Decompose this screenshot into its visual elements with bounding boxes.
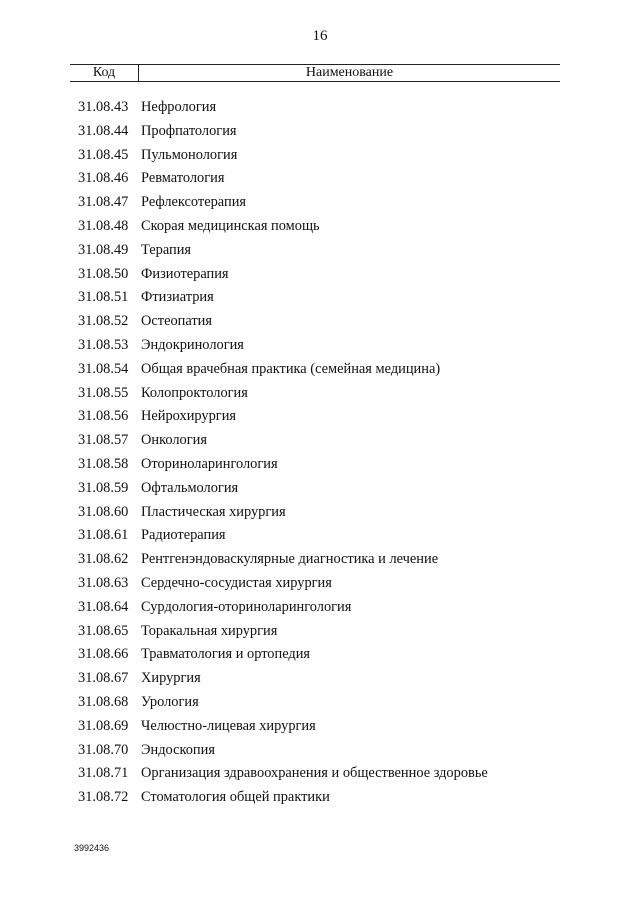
- row-name: Эндоскопия: [141, 741, 215, 758]
- table-row: [78, 191, 558, 215]
- table-row: [78, 120, 558, 144]
- row-name: Организация здравоохранения и общественное здоровье: [141, 765, 488, 782]
- table-row: [78, 310, 558, 334]
- row-code: 31.08.54: [78, 360, 129, 377]
- table-row: [78, 667, 558, 691]
- table-row: [78, 548, 558, 572]
- row-code: 31.08.63: [78, 574, 129, 591]
- row-code: 31.08.65: [78, 622, 129, 639]
- row-name: Пластическая хирургия: [141, 503, 286, 520]
- row-name: Колопроктология: [141, 384, 248, 401]
- row-name: Рефлексотерапия: [141, 194, 247, 211]
- table-row: [78, 643, 558, 667]
- table-row: [78, 477, 558, 501]
- row-code: 31.08.50: [78, 265, 129, 282]
- row-name: Нефрология: [141, 99, 217, 115]
- row-code: 31.08.66: [78, 646, 129, 663]
- document-id: 3992436: [74, 843, 110, 853]
- row-code: 31.08.60: [78, 503, 129, 520]
- row-code: 31.08.56: [78, 408, 129, 425]
- table-row: [78, 524, 558, 548]
- table-row: [78, 334, 558, 358]
- row-code: 31.08.52: [78, 313, 129, 330]
- table-row: [78, 263, 558, 287]
- row-name: Общая врачебная практика (семейная медицина): [141, 360, 441, 377]
- row-code: 31.08.48: [78, 217, 129, 234]
- row-name: Терапия: [141, 241, 192, 258]
- table-row: [78, 786, 558, 810]
- table-row: [78, 96, 558, 120]
- row-code: 31.08.64: [78, 598, 129, 615]
- row-name: Физиотерапия: [141, 265, 229, 282]
- row-name: Эндокринология: [141, 336, 244, 353]
- row-name: Радиотерапия: [141, 527, 226, 544]
- column-header-code: Код: [70, 65, 139, 81]
- table-row: [78, 691, 558, 715]
- row-name: Хирургия: [141, 670, 201, 687]
- row-code: 31.08.72: [78, 789, 129, 806]
- table-row: [78, 572, 558, 596]
- row-code: 31.08.69: [78, 717, 129, 734]
- row-code: 31.08.53: [78, 336, 129, 353]
- row-code: 31.08.47: [78, 194, 129, 211]
- table-row: [78, 215, 558, 239]
- row-name: Офтальмология: [141, 479, 239, 496]
- table-row: [78, 715, 558, 739]
- row-name: Скорая медицинская помощь: [141, 217, 320, 234]
- row-code: 31.08.44: [78, 122, 129, 139]
- row-code: 31.08.49: [78, 241, 129, 258]
- row-code: 31.08.62: [78, 551, 129, 568]
- table-row: [78, 167, 558, 191]
- row-code: 31.08.71: [78, 765, 129, 782]
- row-code: 31.08.51: [78, 289, 129, 306]
- row-name: Рентгенэндоваскулярные диагностика и лечение: [141, 551, 439, 568]
- row-code: 31.08.59: [78, 479, 129, 496]
- row-name: Сурдология-оториноларингология: [141, 598, 352, 615]
- specialty-list: [78, 96, 558, 810]
- table-row: [78, 382, 558, 406]
- table-row: [78, 762, 558, 786]
- row-code: 31.08.68: [78, 693, 129, 710]
- page-number: 16: [312, 28, 328, 44]
- row-code: 31.08.45: [78, 146, 129, 163]
- row-name: Онкология: [141, 432, 207, 449]
- row-code: 31.08.61: [78, 527, 129, 544]
- row-code: 31.08.58: [78, 455, 129, 472]
- table-row: [78, 286, 558, 310]
- row-name: Травматология и ортопедия: [141, 646, 311, 663]
- row-name: Оториноларингология: [141, 455, 278, 472]
- row-name: Пульмонология: [141, 146, 238, 163]
- table-row: [78, 144, 558, 168]
- table-row: [78, 358, 558, 382]
- row-code: 31.08.57: [78, 432, 129, 449]
- row-code: 31.08.67: [78, 670, 129, 687]
- row-name: Торакальная хирургия: [141, 622, 278, 639]
- row-code: 31.08.43: [78, 99, 129, 115]
- table-row: [78, 596, 558, 620]
- table-row: [78, 405, 558, 429]
- table-header: [70, 64, 560, 82]
- table-row: [78, 453, 558, 477]
- row-name: Остеопатия: [141, 313, 212, 330]
- row-name: Урология: [141, 693, 199, 710]
- table-row: [78, 620, 558, 644]
- row-name: Фтизиатрия: [141, 289, 214, 306]
- row-name: Стоматология общей практики: [141, 789, 330, 806]
- row-name: Челюстно-лицевая хирургия: [141, 717, 316, 734]
- row-name: Сердечно-сосудистая хирургия: [141, 574, 332, 591]
- table-row: [78, 239, 558, 263]
- row-name: Ревматология: [141, 170, 225, 187]
- table-row: [78, 501, 558, 525]
- row-name: Нейрохирургия: [141, 408, 237, 425]
- row-code: 31.08.55: [78, 384, 129, 401]
- column-header-name: Наименование: [305, 65, 394, 80]
- row-code: 31.08.70: [78, 741, 129, 758]
- row-name: Профпатология: [141, 122, 237, 139]
- table-row: [78, 739, 558, 763]
- table-row: [78, 429, 558, 453]
- row-code: 31.08.46: [78, 170, 129, 187]
